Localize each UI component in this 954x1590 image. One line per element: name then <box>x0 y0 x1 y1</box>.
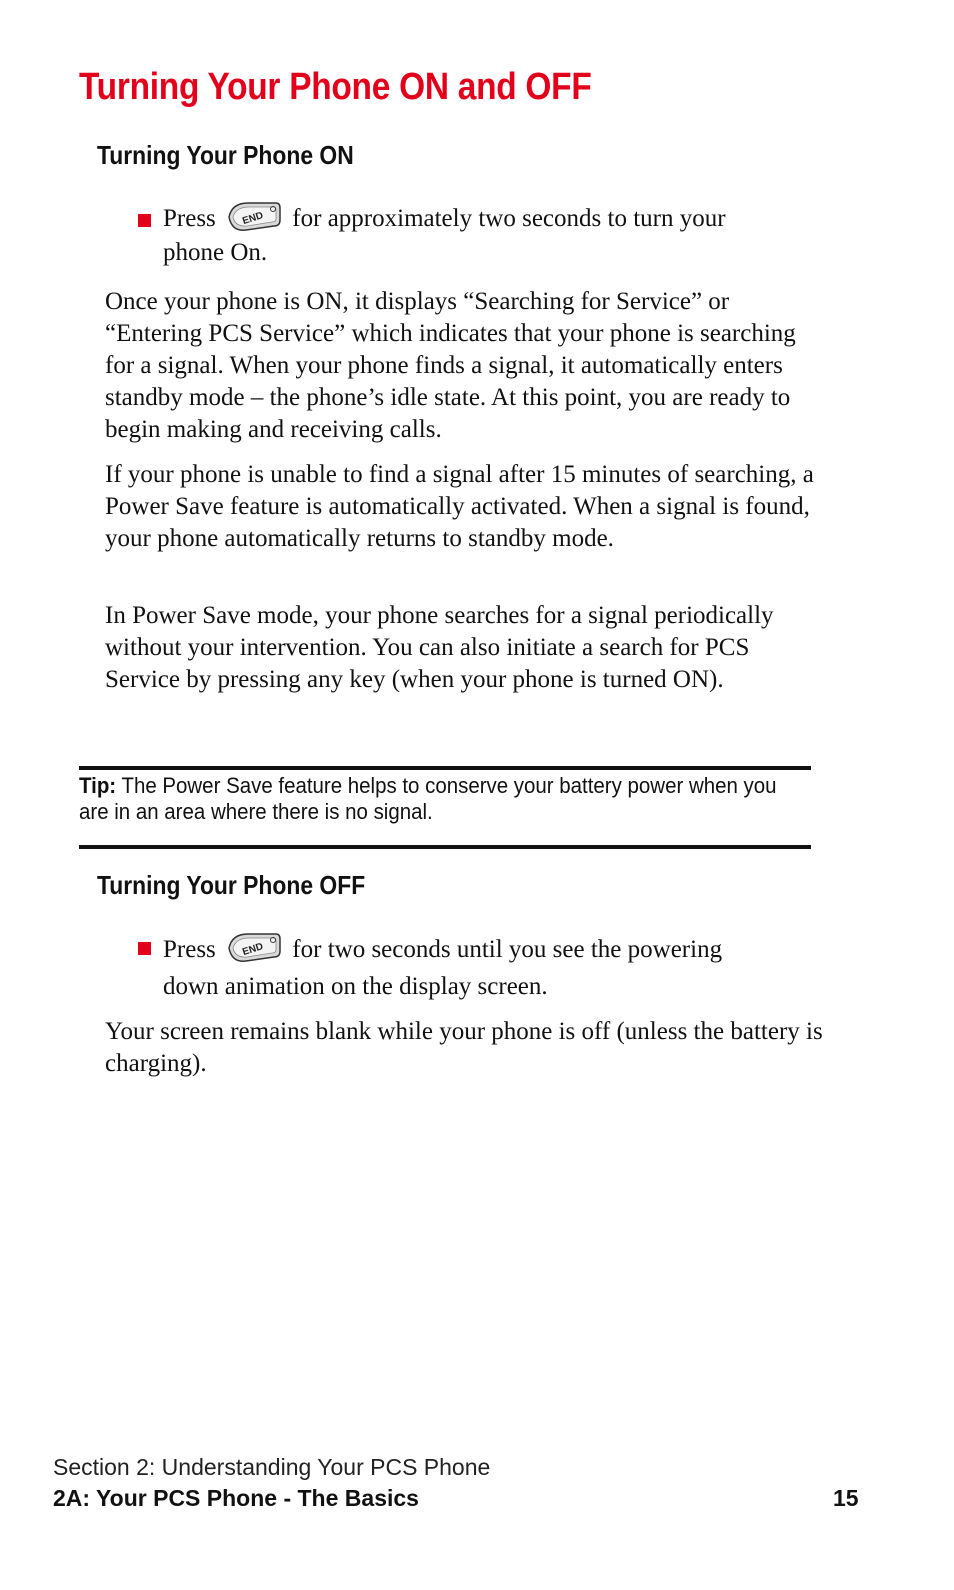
heading-turning-off: Turning Your Phone OFF <box>97 870 366 900</box>
footer-chapter-label: 2A: Your PCS Phone - The Basics <box>53 1485 419 1511</box>
end-key-label: END <box>241 941 265 959</box>
bullet-suffix: for approximately two seconds to turn your <box>292 205 726 232</box>
bullet-square-icon <box>138 214 151 227</box>
end-key-icon <box>226 200 282 234</box>
footer-section-label: Section 2: Understanding Your PCS Phone <box>53 1454 491 1480</box>
bullet-square-icon <box>138 942 151 955</box>
bullet-prefix: Press <box>163 205 216 232</box>
bullet-prefix: Press <box>163 936 216 963</box>
paragraph-screen-blank: Your screen remains blank while your phone is off (unless the battery is charging). <box>105 1018 823 1077</box>
page-title: Turning Your Phone ON and OFF <box>79 66 592 108</box>
tip-text: The Power Save feature helps to conserve your battery power when you are in an area where there is no signal. <box>79 773 777 824</box>
paragraph-power-save: If your phone is unable to find a signal after 15 minutes of searching, a Power Save feature is automatically activated. When a signal is found, your phone automatically returns to standby mode. <box>105 461 814 552</box>
end-key-label: END <box>241 210 265 228</box>
tip-top-rule <box>79 766 811 770</box>
paragraph-power-save-mode: In Power Save mode, your phone searches for a signal periodically without your intervention. You can also initiate a search for PCS Service by pressing any key (when your phone is turned ON). <box>105 602 774 693</box>
tip-bottom-rule <box>79 845 811 849</box>
heading-turning-on: Turning Your Phone ON <box>97 140 354 170</box>
bullet-suffix-line2: down animation on the display screen. <box>163 973 548 1001</box>
page-number: 15 <box>833 1485 859 1511</box>
bullet-suffix-line2: phone On. <box>163 239 268 267</box>
tip-label: Tip: <box>79 773 117 798</box>
tip-box <box>79 773 786 825</box>
paragraph-searching: Once your phone is ON, it displays “Searching for Service” or “Entering PCS Service” which indicates that your phone is searching for a signal. When your phone finds a signal, it automatically enters standby mode – the phone’s idle state. At this point, you are ready to begin making and receiving calls. <box>105 288 796 443</box>
end-key-icon <box>226 931 282 965</box>
bullet-suffix: for two seconds until you see the powering <box>292 936 723 963</box>
